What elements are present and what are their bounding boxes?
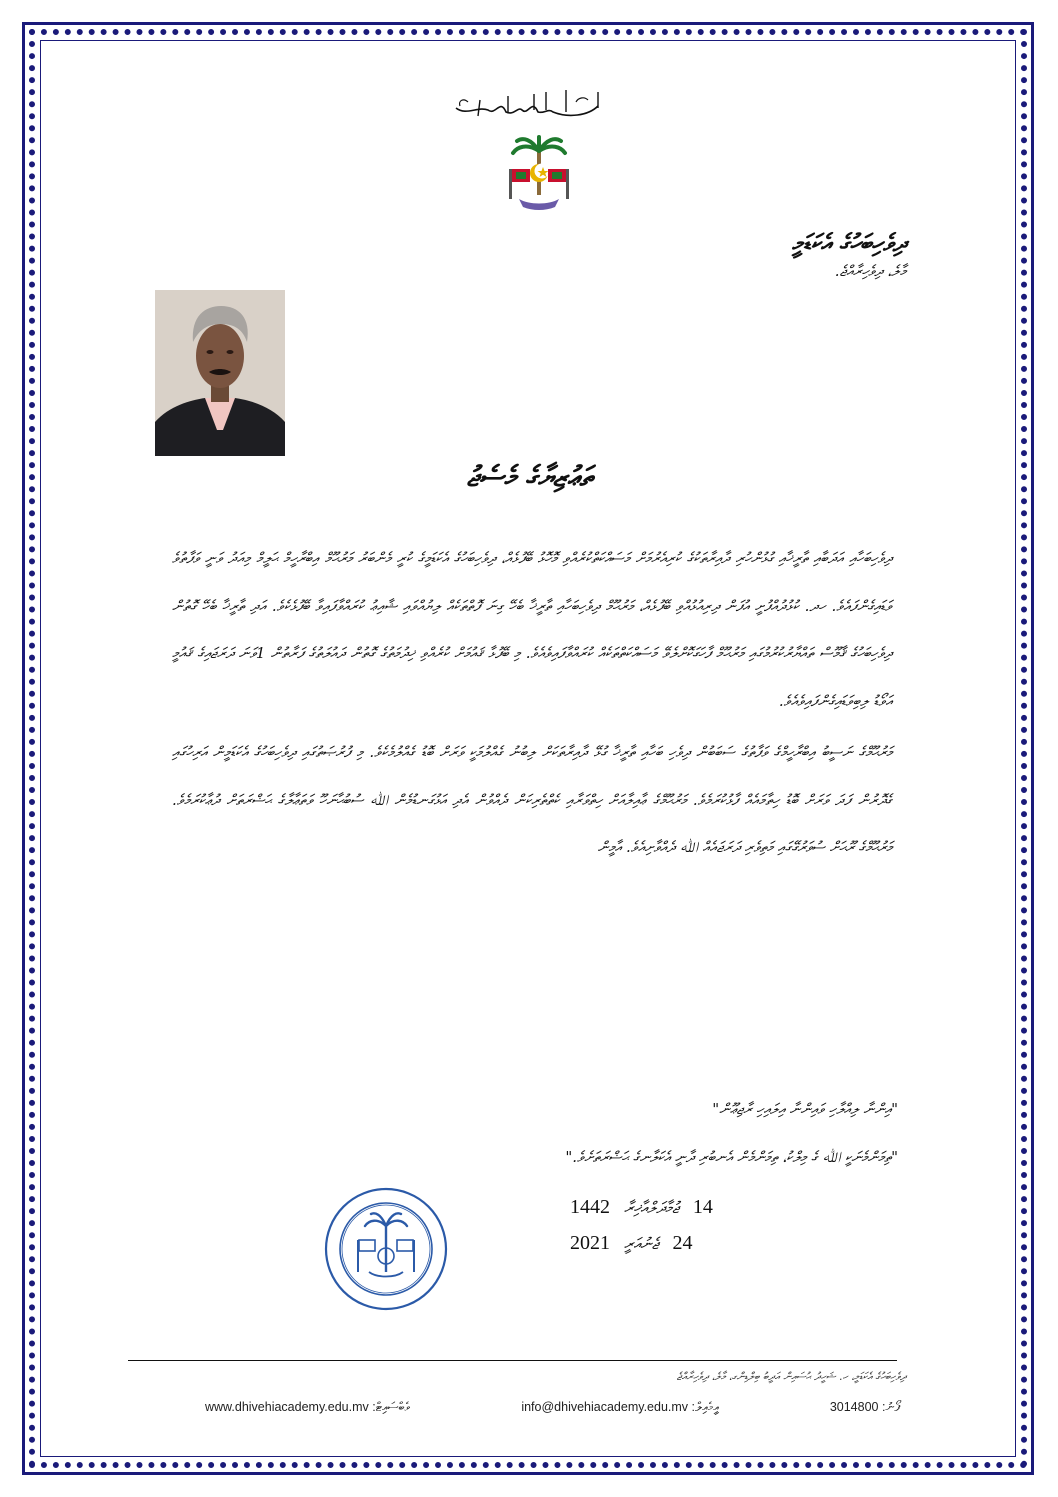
gregorian-date — [570, 1232, 692, 1255]
gregorian-day: 24 — [672, 1232, 693, 1254]
hijri-date — [570, 1196, 713, 1219]
hijri-year: 1442 — [570, 1196, 610, 1218]
footer-website-group — [205, 1400, 410, 1415]
gregorian-year: 2021 — [570, 1232, 610, 1254]
body-paragraph-1: ދިވެހިބަހާއި އަދަބާއި ތާރީޚާއި ގުޅުންހުރި ދާއިރާތަކުގެ ކުރިއެރުމަށް މަސައްކަތްކުރެއްވި މޮހޮޅު ބޭފުޅެއް، ދިވެހިބަހުގެ އެކަޑަމީގެ ކުރީ މެންބަރު މަރުޙޫމް އިބްރާހީމް ޙަލީމް މިއަދު ވަނީ ވަފާތުވެ ވަޑައިގެންފައެވެ. ހދ. ކުޅުދުއްފުށީ އުފަން ދިރިއުޅުއްވި ބޭފުޅެއް، މަރުޙޫމް ދިވެހިބަހާއި ތާރީޚާ ބެހޭ ގިނަ ފޮތްތަކެއް ލިޔުއްވައި ޝާއިޢު ކުރައްވާފައިވާ ބޭފުޅެކެވެ. އަދި ތާރީޚާ ބެހޭ ގޮތުން ދިވެހިބަހުގެ ޤާމޫސް ތައްޔާރުކުރުމުގައި މަރުޙޫމް ފާހަގަކޮށްލެވޭ މަސައްކަތްތަކެއް ކުރައްވާފައިވެއެވެ. މި ބޭފުޅާ ޤައުމަށް ކުރެއްވި ޚިދުމަތުގެ ގޮތުން ދައުލަތުގެ ފަރާތުން 1ވަނަ ދަރަޖައިގެ ޤައުމީ އަވޯޑު ލިބިވަޑައިގެންފައިވެއެވެ. — [172, 549, 892, 710]
footer-website[interactable]: www.dhivehiacademy.edu.mv — [205, 1400, 369, 1414]
footer-address: ދިވެހިބަހުގެ އެކަޑަމީ، ހ. ޝަހީދު ޙުސައިން އަދީބު ބިލްޑިންގ، މާލެ، ދިވެހިރާއްޖެ — [676, 1370, 906, 1383]
footer-phone-group — [830, 1400, 900, 1415]
official-stamp-icon — [323, 1186, 449, 1312]
footer-website-label: :ވެބްސައިޓް — [372, 1400, 411, 1414]
body-paragraph-2: މަރުޙޫމްގެ ނަސީބު އިބްރާހީމްގެ ވަފާތުގެ ސަބަބުން ދިވެހި ބަހާއި ތާރީޚާ ގުޅޭ ދާއިރާތަކަށް ލިބުނު ގެއްލުމަކީ ވަރަށް ބޮޑު ގެއްލުމެކެވެ. މި ފުރުޞަތުގައި ދިވެހިބަހުގެ އެކަޑަމީން އަރިހުގައި ގެދޮރުން ފަދަ ވަރަށް ބޮޑު ހިތާމައެއް ފާޅުކުރަމެވެ. މަރުޙޫމްގެ ޢާއިލާއަށް ހިތްވަރާއި ކެތްތެރިކަން ދެއްވުން އެދި އަޅުގަނޑުމެން ﷲ ސުބުޙާނަހޫ ވަތަޢާލާގެ ޙަޟްރަތަށް ދުޢާކުރަމެވެ. މަރުޙޫމްގެ ރޫޙަށް ސުވަރުގޭގައި މަތިވެރި ދަރަޖައެއް ﷲ ދެއްވާށިއެވެ. އާމީން — [172, 743, 892, 856]
portrait-photo — [155, 290, 285, 456]
org-address: މާލެ، ދިވެހިރާއްޖެ. — [834, 262, 906, 280]
page-title: ތަޢުޒިޔާގެ މެސެޖު — [466, 460, 594, 493]
gregorian-month: ޖެނުއަރީ — [624, 1234, 659, 1253]
quote-line-1: "އިންނާ ލިއްލާހި ވައިންނާ އިލައިހި ރާޖިޢޫން" — [712, 1100, 898, 1118]
org-name: ދިވެހިބަހުގެ އެކަޑަމީ — [791, 228, 906, 257]
footer-phone: 3014800 — [829, 1400, 879, 1414]
national-emblem-icon — [505, 133, 573, 213]
quote-line-2: "ތިމަންމެނަކީ ﷲ ގެ މިލްކު، ތިމަންމެން އެނބުރި ދާނީ އެކަލާނގެ ޙަޟްރަތަށެވެ." — [565, 1148, 898, 1166]
hijri-month: ޖުމާދަލްއާޚިރާ — [624, 1198, 679, 1217]
hijri-day: 14 — [692, 1196, 713, 1218]
footer-email-group — [521, 1400, 718, 1415]
bismillah-calligraphy — [448, 86, 606, 126]
footer-email-label: :އީމެއިލް — [691, 1400, 719, 1414]
footer-phone-label: :ފޯނު — [881, 1400, 900, 1414]
footer-email[interactable]: info@dhivehiacademy.edu.mv — [521, 1400, 689, 1414]
message-body — [172, 535, 892, 872]
footer-divider — [128, 1360, 897, 1361]
footer-contact — [205, 1400, 900, 1415]
